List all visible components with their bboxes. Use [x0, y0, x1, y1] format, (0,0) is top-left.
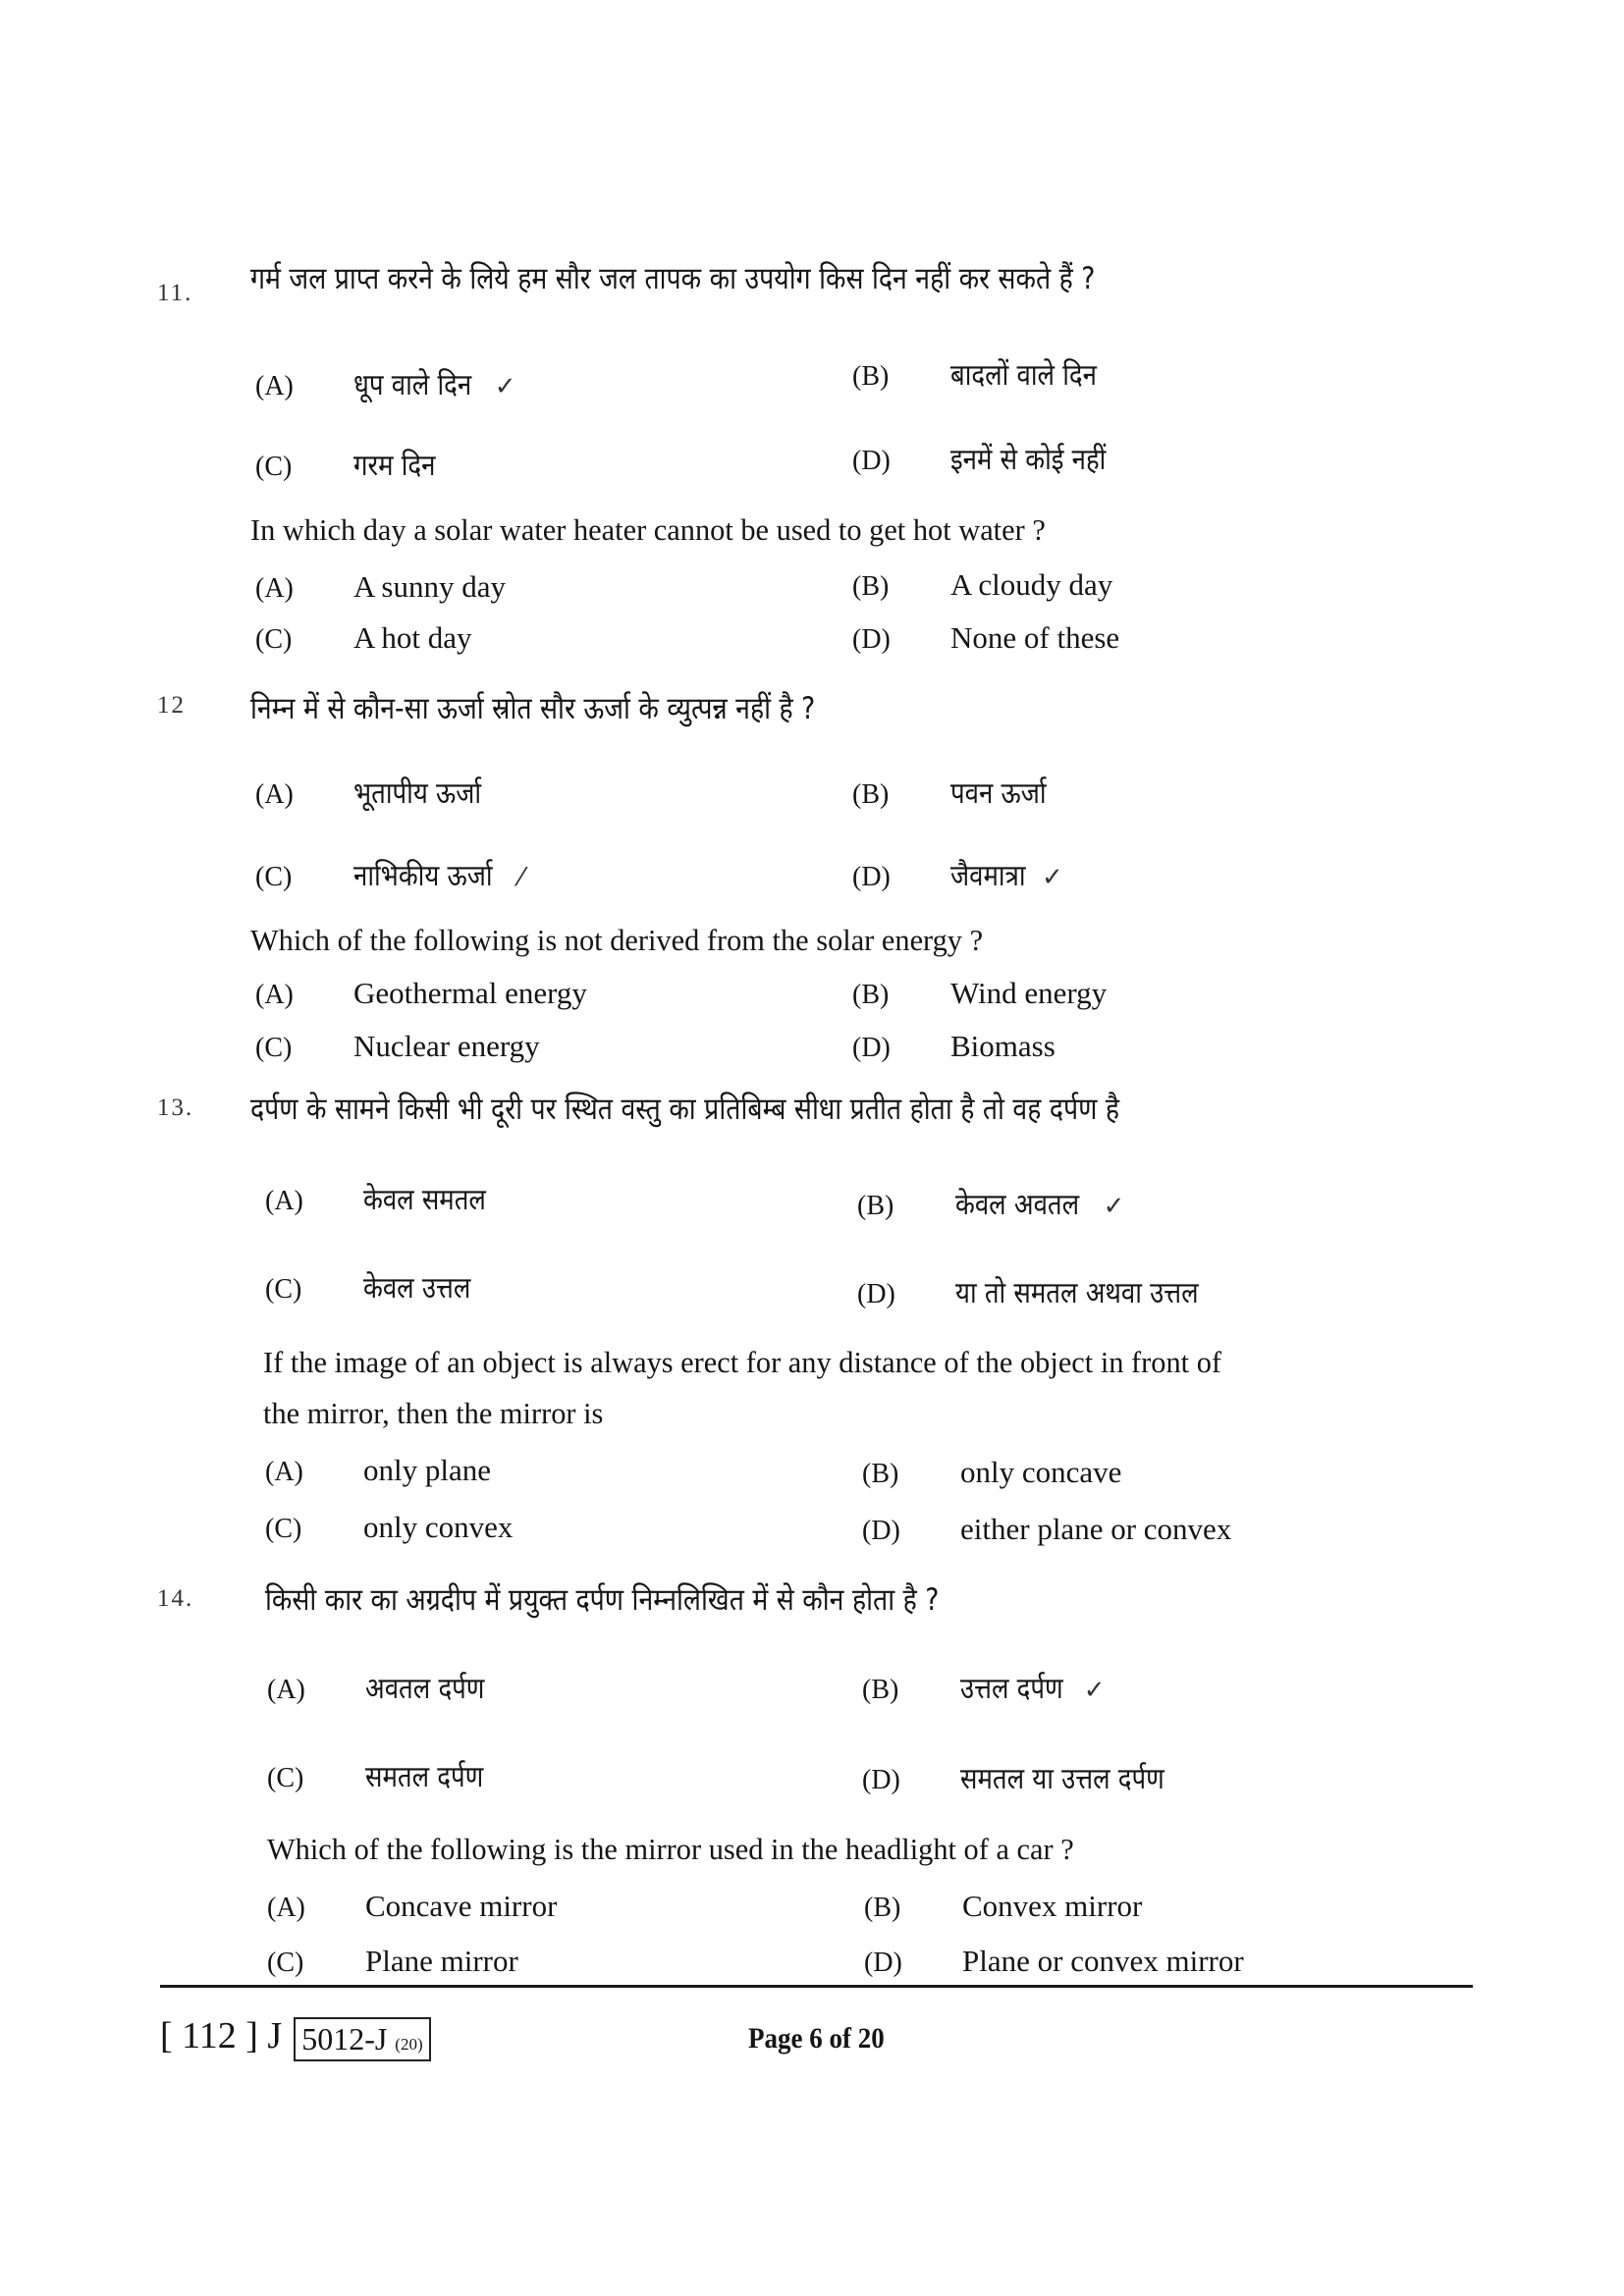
question-text-hindi: निम्न में से कौन-सा ऊर्जा स्रोत सौर ऊर्जा के व्युत्पन्न नहीं है ?: [250, 691, 816, 726]
option-d-hindi: (D) इनमें से कोई नहीं: [852, 443, 1107, 477]
option-b-english: (B) A cloudy day: [852, 567, 1113, 602]
question-text-hindi: दर्पण के सामने किसी भी दूरी पर स्थित वस्तु का प्रतिबिम्ब सीधा प्रतीत होता है तो वह दर्पण है: [250, 1092, 1120, 1127]
question-number: 12: [157, 692, 186, 719]
question-text-hindi: गर्म जल प्राप्त करने के लिये हम सौर जल तापक का उपयोग किस दिन नहीं कर सकते हैं ?: [250, 261, 1096, 296]
check-mark-icon: ✓: [1103, 1192, 1125, 1221]
paper-code-box: 5012-J (20): [294, 2017, 430, 2061]
option-b-hindi: (B) केवल अवतल ✓: [857, 1188, 1125, 1222]
question-number: 14.: [157, 1585, 194, 1612]
question-text-english: In which day a solar water heater cannot be used to get hot water ?: [250, 512, 1046, 547]
option-c-english: (C) A hot day: [255, 620, 472, 655]
option-d-english: (D) either plane or convex: [862, 1512, 1232, 1546]
option-d-hindi: (D) जैवमात्रा ✓: [852, 859, 1063, 893]
footer-series: [160, 2014, 431, 2061]
option-b-hindi: (B) पवन ऊर्जा: [852, 776, 1047, 811]
question-text-english: Which of the following is not derived from the solar energy ?: [250, 923, 984, 957]
option-c-english: (C) only convex: [265, 1510, 514, 1544]
option-b-english: (B) only concave: [862, 1455, 1122, 1489]
option-d-hindi: (D) या तो समतल अथवा उत्तल: [857, 1276, 1199, 1310]
option-b-hindi: (B) उत्तल दर्पण ✓: [862, 1672, 1106, 1706]
check-mark-icon: ✓: [1041, 863, 1063, 892]
question-number: 11.: [157, 280, 193, 306]
footer-divider: [160, 1985, 1473, 1988]
option-a-english: (A) only plane: [265, 1453, 491, 1487]
option-a-english: (A) Geothermal energy: [255, 976, 587, 1010]
question-text-english: Which of the following is the mirror used in the headlight of a car ?: [267, 1832, 1074, 1866]
option-a-english: (A) Concave mirror: [267, 1889, 558, 1923]
check-mark-icon: ⁄: [518, 863, 523, 892]
option-c-hindi: (C) नाभिकीय ऊर्जा ⁄: [255, 859, 523, 893]
option-c-english: (C) Nuclear energy: [255, 1029, 540, 1063]
option-a-hindi: (A) धूप वाले दिन ✓: [255, 368, 516, 402]
check-mark-icon: ✓: [494, 372, 516, 401]
page-number: Page 6 of 20: [748, 2022, 885, 2055]
option-b-english: (B) Convex mirror: [864, 1889, 1143, 1923]
option-d-hindi: (D) समतल या उत्तल दर्पण: [862, 1762, 1164, 1796]
series-code: [ 112 ] J: [160, 2015, 283, 2056]
option-c-hindi: (C) केवल उत्तल: [265, 1271, 471, 1306]
question-text-english-line1: If the image of an object is always erect for any distance of the object in front of: [263, 1345, 1222, 1379]
question-text-hindi: किसी कार का अग्रदीप में प्रयुक्त दर्पण निम्नलिखित में से कौन होता है ?: [265, 1582, 940, 1618]
option-a-hindi: (A) केवल समतल: [265, 1183, 486, 1217]
question-text-english-line2: the mirror, then the mirror is: [263, 1396, 604, 1430]
check-mark-icon: ✓: [1083, 1676, 1106, 1705]
option-d-english: (D) Biomass: [852, 1029, 1056, 1063]
option-c-hindi: (C) गरम दिन: [255, 449, 436, 483]
option-b-english: (B) Wind energy: [852, 976, 1108, 1010]
option-c-hindi: (C) समतल दर्पण: [267, 1760, 484, 1794]
option-a-hindi: (A) भूतापीय ऊर्जा: [255, 776, 482, 811]
option-d-english: (D) Plane or convex mirror: [864, 1944, 1244, 1978]
option-d-english: (D) None of these: [852, 620, 1120, 655]
option-a-english: (A) A sunny day: [255, 569, 506, 604]
option-a-hindi: (A) अवतल दर्पण: [267, 1672, 485, 1706]
question-number: 13.: [157, 1095, 194, 1121]
option-b-hindi: (B) बादलों वाले दिन: [852, 358, 1097, 393]
option-c-english: (C) Plane mirror: [267, 1944, 518, 1978]
